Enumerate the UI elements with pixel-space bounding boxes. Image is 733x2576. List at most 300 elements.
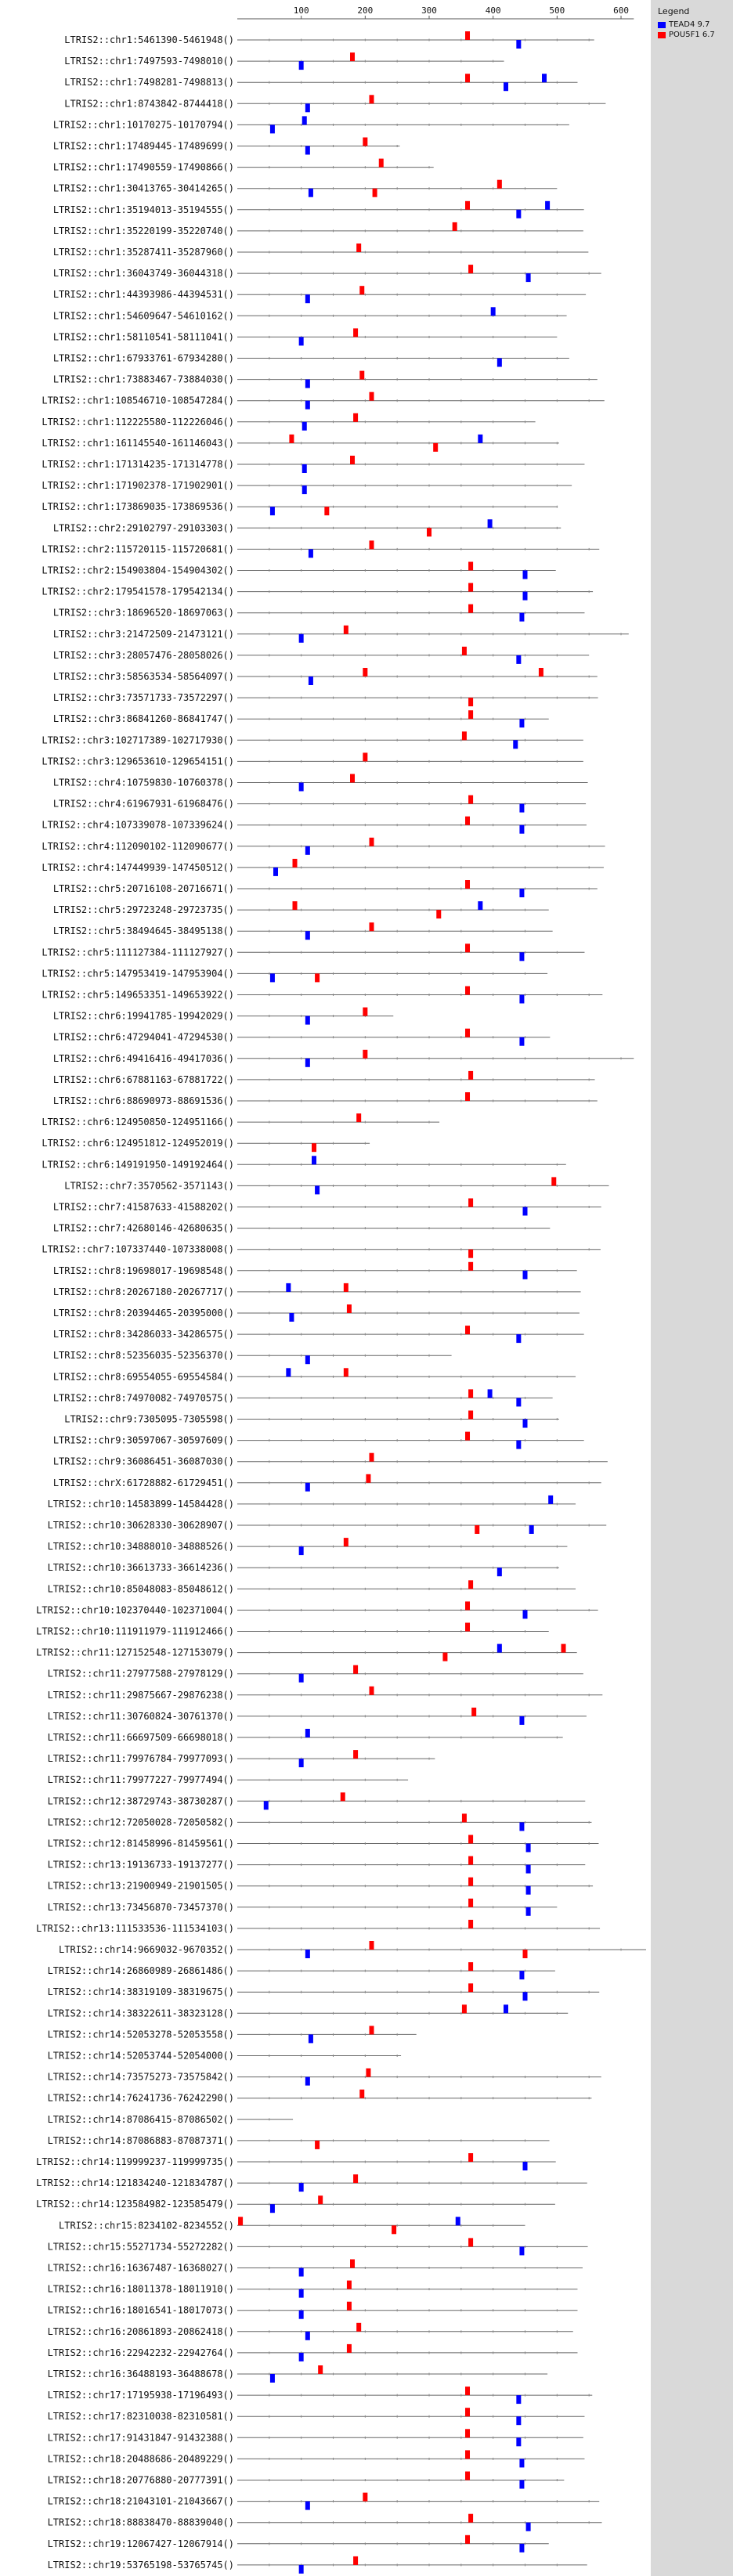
row-label: LTRIS2::chr18:20776880-20777391() (47, 2474, 234, 2486)
row-label: LTRIS2::chr1:7498281-7498813() (64, 77, 234, 88)
pou5f1-site (359, 286, 364, 294)
tead4-site (526, 1907, 531, 1916)
tead4-site (305, 1483, 310, 1492)
row-label: LTRIS2::chr14:38319109-38319675() (47, 1986, 234, 1998)
tead4-site (302, 422, 307, 431)
row-label: LTRIS2::chr2:179541578-179542134() (42, 586, 234, 597)
pou5f1-site (468, 1856, 473, 1865)
tead4-site (519, 2480, 524, 2489)
tead4-site (513, 740, 518, 749)
tead4-site (270, 2204, 275, 2213)
row-label: LTRIS2::chr18:20488686-20489229() (47, 2453, 234, 2465)
row-label: LTRIS2::chr1:8743842-8744418() (64, 98, 234, 110)
row-label: LTRIS2::chr9:30597067-30597609() (52, 1434, 234, 1446)
row-label: LTRIS2::chr6:49416416-49417036() (52, 1052, 234, 1064)
pou5f1-site (468, 562, 473, 571)
row-label: LTRIS2::chr19:53765198-53765745() (47, 2559, 234, 2571)
pou5f1-site (462, 647, 467, 655)
row-label: LTRIS2::chr2:154903804-154904302() (42, 565, 234, 576)
pou5f1-site (468, 1262, 473, 1271)
row-label: LTRIS2::chr8:20394465-20395000() (52, 1308, 234, 1319)
tead4-site (523, 2162, 528, 2170)
axis-tick-label: 400 (485, 5, 501, 16)
legend-item-pou5f1 (658, 30, 728, 40)
row-label: LTRIS2::chrX:61728882-61729451() (52, 1477, 234, 1488)
tead4-site (519, 2246, 524, 2255)
row-label: LTRIS2::chr10:34888010-34888526() (47, 1541, 234, 1553)
pou5f1-site (341, 1792, 345, 1801)
legend-title: Legend (658, 6, 690, 16)
row-label: LTRIS2::chr1:36043749-36044318() (52, 268, 234, 280)
row-label: LTRIS2::chr1:171902378-171902901() (42, 480, 234, 492)
row-label: LTRIS2::chr1:35220199-35220740() (52, 225, 234, 236)
row-label: LTRIS2::chr14:76241736-76242290() (47, 2092, 234, 2104)
row-label: LTRIS2::chr5:111127384-111127927() (42, 947, 234, 958)
row-label: LTRIS2::chr16:16367487-16368027() (47, 2262, 234, 2274)
pou5f1-site (344, 1283, 348, 1292)
tead4-site (309, 2034, 313, 2043)
tead4-site (523, 1271, 528, 1279)
axis-tick-label: 500 (549, 5, 565, 16)
tead4-site (516, 1334, 521, 1343)
row-label: LTRIS2::chr15:8234102-8234552() (59, 2220, 234, 2231)
tead4-site (299, 337, 304, 345)
pou5f1-site (468, 1250, 473, 1258)
pou5f1-site (347, 2281, 352, 2289)
tead4-site (478, 435, 482, 443)
row-label: LTRIS2::chr12:38729743-38730287() (47, 1795, 234, 1807)
pou5f1-site (468, 1389, 473, 1398)
tead4-site (312, 1156, 316, 1164)
row-label: LTRIS2::chr13:21900949-21901505() (47, 1880, 234, 1892)
row-label: LTRIS2::chr9:36086451-36087030() (52, 1456, 234, 1467)
row-label: LTRIS2::chr16:18011378-18011910() (47, 2283, 234, 2295)
pou5f1-site (465, 1432, 470, 1441)
tead4-site (523, 1610, 528, 1618)
row-label: LTRIS2::chr8:34286033-34286575() (52, 1329, 234, 1340)
tead4-site (516, 655, 521, 664)
pou5f1-site (539, 668, 543, 676)
tead4-site (305, 401, 310, 409)
row-label: LTRIS2::chr1:35194013-35194555() (52, 204, 234, 215)
row-label: LTRIS2::chr1:108546710-108547284() (42, 395, 234, 406)
row-label: LTRIS2::chr2:29102797-29103303() (52, 522, 234, 534)
pou5f1-site (370, 95, 374, 103)
tead4-site (289, 1313, 294, 1322)
row-label: LTRIS2::chr17:82310038-82310581() (47, 2411, 234, 2423)
pou5f1-site (356, 2323, 361, 2332)
row-label: LTRIS2::chr11:127152548-127153079() (36, 1647, 234, 1658)
pou5f1-site (471, 1708, 476, 1716)
row-label: LTRIS2::chr1:58110541-58111041() (52, 331, 234, 343)
tead4-site (305, 2077, 310, 2086)
tead4-site (305, 1059, 310, 1067)
row-label: LTRIS2::chr1:112225580-112226046() (42, 416, 234, 428)
pou5f1-site (468, 2153, 473, 2162)
row-label: LTRIS2::chr3:73571733-73572297() (52, 692, 234, 704)
tead4-site (305, 846, 310, 855)
pou5f1-site (379, 159, 384, 168)
pou5f1-site (356, 244, 361, 252)
pou5f1-site (453, 222, 457, 231)
row-label: LTRIS2::chr1:5461390-5461948() (64, 34, 234, 45)
pou5f1-site (350, 52, 355, 61)
pou5f1-site (465, 817, 470, 825)
row-label: LTRIS2::chr3:28057476-28058026() (52, 649, 234, 661)
row-label: LTRIS2::chr16:36488193-36488678() (47, 2369, 234, 2379)
pou5f1-site (324, 507, 329, 515)
pou5f1-site (468, 583, 473, 592)
pou5f1-site (468, 1580, 473, 1589)
row-label: LTRIS2::chr14:87086883-87087371() (47, 2134, 234, 2146)
tead4-site (516, 2437, 521, 2446)
row-label: LTRIS2::chr14:119999237-119999735() (36, 2156, 234, 2167)
row-label: LTRIS2::chr3:102717389-102717930() (42, 734, 234, 746)
tead4-site (519, 804, 524, 813)
tead4-site (519, 889, 524, 897)
tead4-site (299, 2289, 304, 2298)
pou5f1-site (238, 2217, 243, 2225)
axis-tick-label: 200 (357, 5, 374, 16)
row-label: LTRIS2::chr5:147953419-147953904() (42, 968, 234, 980)
row-label: LTRIS2::chr3:86841260-86841747() (52, 713, 234, 725)
row-label: LTRIS2::chr15:55271734-55272282() (47, 2241, 234, 2253)
tead4-site (523, 571, 528, 579)
tead4-site (299, 2183, 304, 2192)
pou5f1-site (468, 1835, 473, 1844)
tead4-site (305, 1950, 310, 1958)
pou5f1-site (465, 2408, 470, 2416)
pou5f1-site (350, 456, 355, 464)
row-label: LTRIS2::chr6:124950850-124951166() (42, 1117, 234, 1128)
row-label: LTRIS2::chr11:66697509-66698018() (47, 1732, 234, 1743)
row-label: LTRIS2::chr9:7305095-7305598() (64, 1413, 234, 1425)
row-label: LTRIS2::chr5:20716108-20716671() (52, 883, 234, 894)
tead4-site (299, 2565, 304, 2574)
pou5f1-site (465, 1601, 470, 1610)
tead4-site (299, 61, 304, 70)
row-label: LTRIS2::chr17:91431847-91432388() (47, 2432, 234, 2444)
pou5f1-site (344, 626, 348, 634)
row-label: LTRIS2::chr14:123584982-123585479() (36, 2199, 234, 2210)
pou5f1-site (468, 604, 473, 613)
row-label: LTRIS2::chr10:85048083-85048612() (47, 1583, 234, 1595)
row-label: LTRIS2::chr11:27977588-27978129() (47, 1668, 234, 1679)
row-label: LTRIS2::chr1:171314235-171314778() (42, 459, 234, 470)
tead4-site (305, 2502, 310, 2510)
tead4-site (504, 2004, 508, 2013)
pou5f1-site (433, 443, 438, 452)
axis-tick-label: 100 (293, 5, 309, 16)
pou5f1-site (344, 1538, 348, 1546)
tead4-site (309, 189, 313, 197)
pou5f1-site (468, 1411, 473, 1420)
pou5f1-site (353, 2174, 358, 2183)
row-label: LTRIS2::chr5:29723248-29723735() (52, 904, 234, 916)
tead4-site (519, 2544, 524, 2553)
pou5f1-site (370, 540, 374, 549)
tead4-site (270, 973, 275, 982)
row-label: LTRIS2::chr4:112090102-112090677() (42, 840, 234, 852)
tead4-site (456, 2217, 460, 2225)
pou5f1-site (468, 1878, 473, 1886)
pou5f1-site (465, 1092, 470, 1101)
pou5f1-site (350, 2260, 355, 2268)
pou5f1-site (366, 1474, 370, 1483)
row-label: LTRIS2::chr6:47294041-47294530() (52, 1031, 234, 1043)
row-label: LTRIS2::chr11:29875667-29876238() (47, 1689, 234, 1701)
row-label: LTRIS2::chr13:19136733-19137277() (47, 1859, 234, 1871)
tead4-site (302, 116, 307, 124)
pou5f1-site (315, 2141, 320, 2149)
tead4-site (299, 1546, 304, 1555)
row-label: LTRIS2::chr8:69554055-69554584() (52, 1371, 234, 1383)
legend (658, 6, 728, 40)
row-label: LTRIS2::chr16:20861893-20862418() (47, 2325, 234, 2337)
axis-tick-label: 600 (613, 5, 629, 16)
pou5f1-site (356, 1113, 361, 1122)
pou5f1-site (363, 668, 367, 676)
pou5f1-site (523, 1950, 528, 1958)
pou5f1-site (465, 2450, 470, 2459)
axis-tick-label: 300 (421, 5, 437, 16)
tead4-site (497, 1568, 502, 1576)
tead4-site (519, 952, 524, 961)
row-label: LTRIS2::chr16:22942232-22942764() (47, 2347, 234, 2358)
row-label: LTRIS2::chr1:30413765-30414265() (52, 182, 234, 194)
pou5f1-site (468, 1199, 473, 1207)
pou5f1-site (468, 698, 473, 706)
row-label: LTRIS2::chr5:38494645-38495138() (52, 925, 234, 937)
pou5f1-site (373, 189, 377, 197)
tead4-site (264, 1801, 269, 1809)
pou5f1-site (442, 1653, 447, 1661)
pou5f1-site (462, 1813, 467, 1822)
tead4-site (302, 485, 307, 494)
tead4-site (516, 1441, 521, 1449)
pou5f1-site (353, 328, 358, 337)
tead4-site (542, 74, 547, 82)
tead4-site (519, 1037, 524, 1046)
pou5f1-site (465, 880, 470, 889)
row-label: LTRIS2::chr6:88690973-88691536() (52, 1095, 234, 1106)
pou5f1-site (468, 2238, 473, 2246)
row-label: LTRIS2::chr1:173869035-173869536() (42, 501, 234, 513)
tead4-site (305, 1355, 310, 1364)
row-label: LTRIS2::chr1:54609647-54610162() (52, 310, 234, 322)
tead4-site (270, 124, 275, 133)
pou5f1-site (350, 774, 355, 783)
tead4-site (299, 783, 304, 792)
row-label: LTRIS2::chr3:58563534-58564097() (52, 671, 234, 682)
pou5f1-site (465, 987, 470, 995)
tead4-site (309, 676, 313, 685)
pou5f1-site (318, 2365, 323, 2374)
tead4-site (305, 931, 310, 940)
pou5f1-site (465, 2535, 470, 2544)
legend-item-tead4 (658, 20, 728, 30)
pou5f1-site (465, 1623, 470, 1632)
pou5f1-site (293, 901, 298, 910)
tead4-site (305, 1016, 310, 1025)
row-label: LTRIS2::chr6:149191950-149192464() (42, 1159, 234, 1171)
tead4-site (299, 2268, 304, 2277)
row-label: LTRIS2::chr11:79977227-79977494() (47, 1774, 234, 1786)
tead4-site (305, 380, 310, 388)
row-label: LTRIS2::chr8:19698017-19698548() (52, 1265, 234, 1276)
row-label: LTRIS2::chr1:10170275-10170794() (52, 119, 234, 131)
pou5f1-site (353, 1665, 358, 1674)
pou5f1-site (315, 973, 320, 982)
tead4-site (519, 995, 524, 1004)
row-label: LTRIS2::chr6:67881163-67881722() (52, 1073, 234, 1085)
pou5f1-site (312, 1143, 316, 1152)
pou5f1-site (318, 2195, 323, 2204)
pou5f1-site (427, 528, 431, 536)
row-label: LTRIS2::chr12:81458996-81459561() (47, 1838, 234, 1849)
pou5f1-site (370, 1941, 374, 1950)
row-label: LTRIS2::chr8:20267180-20267717() (52, 1286, 234, 1297)
pou5f1-site (289, 435, 294, 443)
row-label: LTRIS2::chr3:21472509-21473121() (52, 628, 234, 640)
row-label: LTRIS2::chr4:147449939-147450512() (42, 861, 234, 873)
pou5f1-site (551, 1177, 556, 1185)
pou5f1-site (359, 2090, 364, 2098)
tead4-site (516, 40, 521, 49)
tead4-site (305, 103, 310, 112)
pou5f1-site (465, 1029, 470, 1037)
row-label: LTRIS2::chr10:36613733-36614236() (47, 1562, 234, 1574)
pou5f1-site (353, 1750, 358, 1759)
pou5f1-site (465, 201, 470, 210)
row-label: LTRIS2::chr14:26860989-26861486() (47, 1965, 234, 1977)
pou5f1-site (465, 943, 470, 952)
pou5f1-site (465, 1326, 470, 1334)
pou5f1-site (370, 1453, 374, 1462)
row-label: LTRIS2::chr10:102370440-102371004() (36, 1604, 234, 1616)
tead4-site (519, 719, 524, 727)
tead4-site (516, 2395, 521, 2404)
tead4-site (478, 901, 482, 910)
pou5f1-site (561, 1644, 566, 1653)
tead4-site (270, 2374, 275, 2383)
tead4-site (526, 273, 531, 282)
pou5f1-site (465, 2472, 470, 2480)
row-label: LTRIS2::chr14:9669032-9670352() (59, 1944, 234, 1955)
pou5f1-site (468, 1899, 473, 1907)
pou5f1-site (370, 1687, 374, 1695)
pou5f1-site (370, 2026, 374, 2034)
pou5f1-site (370, 392, 374, 401)
row-label: LTRIS2::chr2:115720115-115720681() (42, 543, 234, 555)
tead4-site (519, 1822, 524, 1831)
row-label: LTRIS2::chr14:87086415-87086502() (47, 2113, 234, 2125)
tead4-site (516, 210, 521, 218)
tead4-site (491, 307, 496, 316)
legend-swatch-red (658, 32, 666, 38)
tead4-site (519, 613, 524, 622)
tead4-site (286, 1368, 291, 1376)
tead4-site (526, 1865, 531, 1874)
row-label: LTRIS2::chr1:161145540-161146043() (42, 437, 234, 449)
pou5f1-site (293, 859, 298, 868)
row-label: LTRIS2::chr1:67933761-67934280() (52, 352, 234, 364)
pou5f1-site (353, 2556, 358, 2565)
pou5f1-site (347, 1304, 352, 1313)
row-label: LTRIS2::chr8:74970082-74970575() (52, 1392, 234, 1404)
row-label: LTRIS2::chr17:17195938-17196493() (47, 2390, 234, 2401)
row-label: LTRIS2::chr18:88838470-88839040() (47, 2516, 234, 2528)
pou5f1-site (370, 838, 374, 846)
row-label: LTRIS2::chr6:124951812-124952019() (42, 1138, 234, 1149)
tead4-site (523, 1992, 528, 2001)
tead4-site (529, 1525, 534, 1534)
row-label: LTRIS2::chr19:12067427-12067914() (47, 2538, 234, 2549)
tead4-site (299, 1759, 304, 1767)
pou5f1-site (475, 1525, 479, 1534)
tead4-site (519, 2459, 524, 2467)
pou5f1-site (465, 2429, 470, 2437)
tead4-site (305, 2332, 310, 2340)
tead4-site (523, 592, 528, 601)
pou5f1-site (363, 1008, 367, 1016)
pou5f1-site (363, 2493, 367, 2502)
pou5f1-site (468, 265, 473, 273)
row-label: LTRIS2::chr13:73456870-73457370() (47, 1901, 234, 1913)
pou5f1-site (370, 922, 374, 931)
row-label: LTRIS2::chr14:52053744-52054000() (47, 2050, 234, 2062)
row-label: LTRIS2::chr5:149653351-149653922() (42, 989, 234, 1001)
pou5f1-site (468, 1920, 473, 1928)
legend-label-pou5f1: POU5F1 6.7 (669, 31, 715, 39)
tead4-site (516, 1398, 521, 1406)
pou5f1-site (347, 2302, 352, 2311)
row-label: LTRIS2::chr10:111911979-111912466() (36, 1625, 234, 1637)
legend-label-tead4: TEAD4 9.7 (669, 20, 710, 29)
row-label: LTRIS2::chr14:38322611-38323128() (47, 2008, 234, 2019)
tead4-site (299, 2311, 304, 2319)
row-label: LTRIS2::chr1:17490559-17490866() (52, 161, 234, 173)
row-label: LTRIS2::chr4:107339078-107339624() (42, 819, 234, 831)
row-label: LTRIS2::chr3:129653610-129654151() (42, 756, 234, 767)
pou5f1-site (347, 2344, 352, 2353)
tead4-site (526, 2523, 531, 2531)
row-label: LTRIS2::chr7:107337440-107338008() (42, 1243, 234, 1255)
row-label: LTRIS2::chr14:73575273-73575842() (47, 2071, 234, 2083)
tead4-site (526, 1886, 531, 1895)
tead4-site (545, 201, 550, 210)
pou5f1-site (497, 180, 502, 189)
pou5f1-site (468, 1962, 473, 1971)
row-label: LTRIS2::chr7:41587633-41588202() (52, 1201, 234, 1213)
tead4-site (523, 1207, 528, 1216)
pou5f1-site (344, 1368, 348, 1376)
tead4-site (516, 2416, 521, 2425)
row-label: LTRIS2::chr14:52053278-52053558() (47, 2029, 234, 2040)
tead4-site (273, 868, 278, 876)
tead4-site (497, 359, 502, 367)
pou5f1-site (363, 1050, 367, 1059)
tead4-site (497, 1644, 502, 1653)
tead4-site (519, 1971, 524, 1979)
tead4-site (315, 1185, 320, 1194)
row-label: LTRIS2::chr10:14583899-14584428() (47, 1498, 234, 1510)
row-label: LTRIS2::chr7:42680146-42680635() (52, 1222, 234, 1234)
tead4-site (488, 1389, 493, 1398)
tead4-site (286, 1283, 291, 1292)
pou5f1-site (468, 1071, 473, 1080)
pou5f1-site (465, 31, 470, 40)
